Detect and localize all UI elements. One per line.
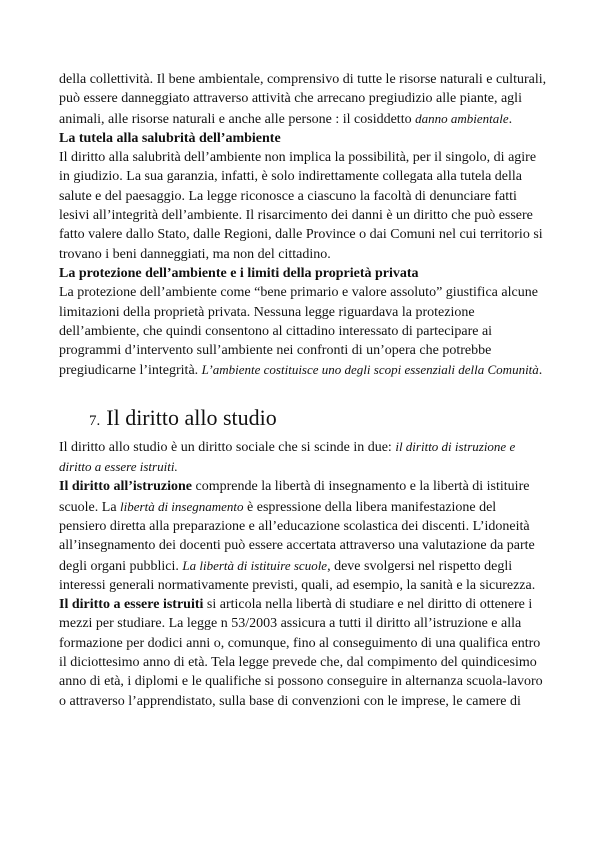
italic-sentence: L’ambiente costituisce uno degli scopi essenziali della Comunità [201, 362, 539, 378]
subheading-protezione-ambiente: La protezione dell’ambiente e i limiti della proprietà privata [59, 265, 419, 281]
section-title: Il diritto allo studio [106, 404, 277, 430]
paragraph-text: , deve svolgersi nel rispetto degli interessi generali normativamente previsti, quali, ad esempio, la sanità e la sicurezza. [59, 558, 536, 593]
bold-term: Il diritto a essere istruiti [59, 597, 204, 613]
paragraph-diritto-istruzione [59, 477, 547, 595]
paragraph-text: . [538, 363, 543, 379]
paragraph-text: La protezione dell’ambiente come “bene primario e valore assoluto” giustifica alcune limitazioni della proprietà privata. Nessuna legge riguardava la protezione dell’ambiente, che quindi consentono al cittadino interessato di partecipare ai programmi d’intervento sull’ambiente nei confronti di un’opera che potrebbe pregiudicarne l’integrità. [59, 285, 538, 379]
bold-term: Il diritto all’istruzione [59, 479, 192, 495]
italic-term: libertà di insegnamento [120, 498, 244, 514]
paragraph-protezione [59, 283, 547, 380]
document-page [59, 70, 547, 711]
paragraph-text: è espressione della libera manifestazione del pensiero diretta alla preparazione e all’educazione scolastica dei discenti. L’idoneità all’insegnamento dei docenti può essere accertata attraverso una valutazione da parte degli organi pubblici. [59, 499, 535, 574]
subheading-tutela-salubrita: La tutela alla salubrità dell’ambiente [59, 130, 281, 146]
italic-term: La libertà di istituire scuole [182, 557, 328, 573]
italic-term: danno ambientale [415, 110, 509, 126]
paragraph-text: . [508, 111, 513, 127]
paragraph-diritto-studio [59, 437, 547, 478]
section-number: 7. [89, 412, 101, 429]
paragraph-text: comprende la libertà di insegnamento e la libertà di istituire scuole. La [59, 479, 530, 515]
paragraph-text: della collettività. Il bene ambientale, comprensivo di tutte le risorse naturali e culturali, può essere danneggiato attraverso attività che arrecano pregiudizio alle piante, agli animali, alle risorse naturali e anche alle persone : il cosiddetto [59, 72, 547, 127]
italic-definition: il diritto di istruzione e diritto a essere istruiti. [59, 438, 516, 475]
paragraph-danno-ambientale [59, 70, 547, 129]
paragraph-text: Il diritto allo studio è un diritto sociale che si scinde in due: [59, 439, 396, 455]
paragraph-salubrita: Il diritto alla salubrità dell’ambiente non implica la possibilità, per il singolo, di agire in giudizio. La sua garanzia, infatti, è solo indirettamente collegata alla tutela della salute e del paesaggio. La legge riconosce a ciascuno la facoltà di denunciare fatti lesivi all’integrità dell’ambiente. Il risarcimento dei danni è un diritto che può essere fatto valere dallo Stato, dalle Regioni, dalle Province o dai Comuni nel cui territorio si trovano i beni danneggiati, ma non del cittadino. [59, 150, 543, 262]
paragraph-text: si articola nella libertà di studiare e nel diritto di ottenere i mezzi per studiare. La legge n 53/2003 assicura a tutti il diritto all’istruzione e alla formazione per dodici anni o, comunque, fino al conseguimento di una qualifica entro il diciottesimo anno di età. Tela legge prevede che, dal compimento del quindicesimo anno di età, i diplomi e le qualifiche si possono conseguire in alternanza scuola-lavoro o attraverso l’apprendistato, sulla base di convenzioni con le imprese, le camere di [59, 597, 543, 709]
section-heading [89, 404, 547, 435]
paragraph-essere-istruiti [59, 595, 547, 711]
